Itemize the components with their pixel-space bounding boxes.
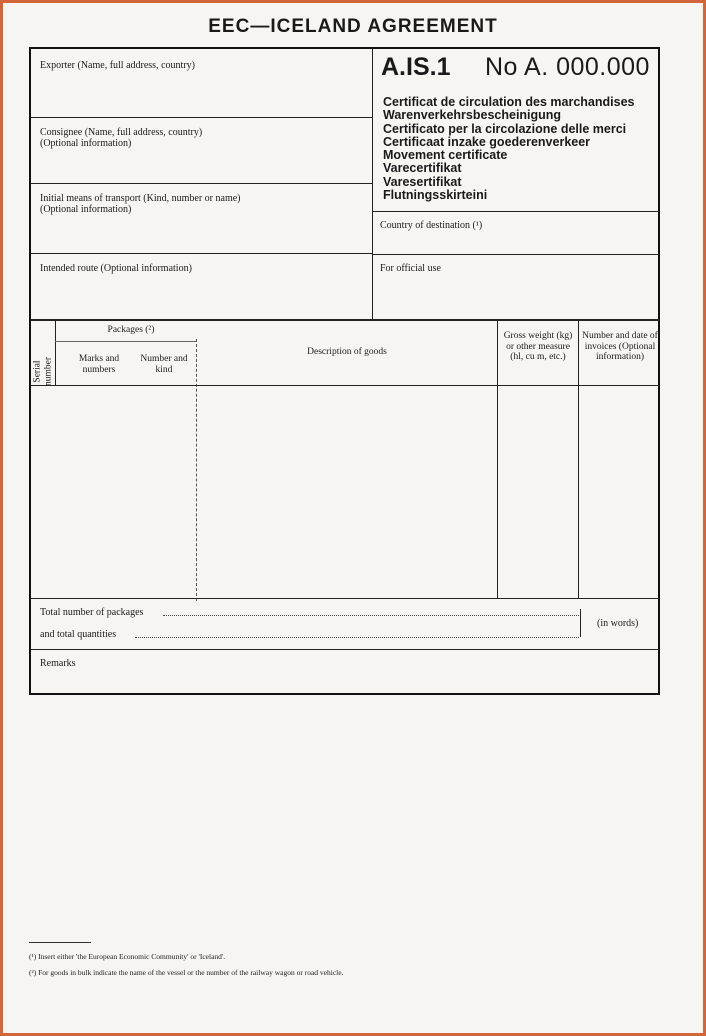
total-quantities-label: and total quantities [40, 629, 117, 640]
remarks-field[interactable] [31, 650, 660, 693]
official-use-field[interactable] [373, 255, 660, 319]
certificate-title-de: Warenverkehrsbescheinigung [383, 108, 562, 123]
description-header: Description of goods [307, 347, 387, 357]
transport-field[interactable] [31, 184, 372, 253]
gross-weight-header: Gross weight (kg) or other measure (hl, cu m, etc.) [503, 331, 573, 362]
exporter-label: Exporter (Name, full address, country) [40, 60, 195, 71]
certificate-title-nl: Certificaat inzake goederenverkeer [383, 134, 591, 149]
exporter-field[interactable] [31, 49, 372, 117]
transport-label: Initial means of transport (Kind, number or name) [40, 193, 241, 204]
gross-weight-column-field[interactable] [498, 386, 578, 598]
consignee-label: Consignee (Name, full address, country) [40, 127, 203, 138]
remarks-label: Remarks [40, 658, 76, 669]
intended-route-field[interactable] [31, 254, 372, 319]
country-destination-field[interactable] [373, 212, 660, 254]
certificate-title-list [383, 96, 634, 202]
certificate-title-fr: Certificat de circulation des marchandises [383, 95, 635, 109]
certificate-title-it: Certificato per la circolazione delle merci [383, 121, 627, 136]
transport-note: (Optional information) [40, 204, 132, 215]
consignee-field[interactable] [31, 118, 372, 183]
country-destination-label: Country of destination (¹) [380, 220, 483, 231]
page-title: EEC—ICELAND AGREEMENT [208, 16, 498, 37]
official-use-label: For official use [380, 263, 441, 274]
invoices-header: Number and date of invoices (Optional information) [582, 331, 658, 362]
certificate-title-da: Varecertifikat [383, 161, 462, 176]
form-code: A.IS.1 [381, 53, 451, 81]
totals-field[interactable] [135, 601, 579, 645]
serial-number-header: Serial number [32, 356, 53, 387]
intended-route-label: Intended route (Optional information) [40, 263, 192, 274]
consignee-note: (Optional information) [40, 138, 132, 149]
packages-header: Packages (²) [107, 325, 155, 335]
certificate-title-no: Varesertifikat [383, 174, 462, 189]
number-kind-header: Number and kind [140, 354, 188, 375]
total-packages-label: Total number of packages [40, 607, 144, 618]
form-number: No A. 000.000 [485, 53, 650, 81]
footnote-1: (¹) Insert either 'the European Economic Community' or 'Iceland'. [29, 952, 226, 961]
invoices-column-field[interactable] [579, 386, 660, 598]
marks-numbers-header: Marks and numbers [78, 354, 120, 375]
in-words-label: (in words) [597, 618, 639, 629]
footnote-2: (²) For goods in bulk indicate the name of the vessel or the number of the railway wagon or road vehicle. [29, 968, 344, 977]
movement-certificate-form [29, 47, 660, 695]
marks-column-field[interactable] [31, 386, 196, 598]
certificate-title-is: Flutningsskirteini [383, 188, 488, 203]
certificate-title-en: Movement certificate [383, 148, 508, 163]
description-column-field[interactable] [197, 386, 497, 598]
footnote-rule [29, 942, 91, 943]
